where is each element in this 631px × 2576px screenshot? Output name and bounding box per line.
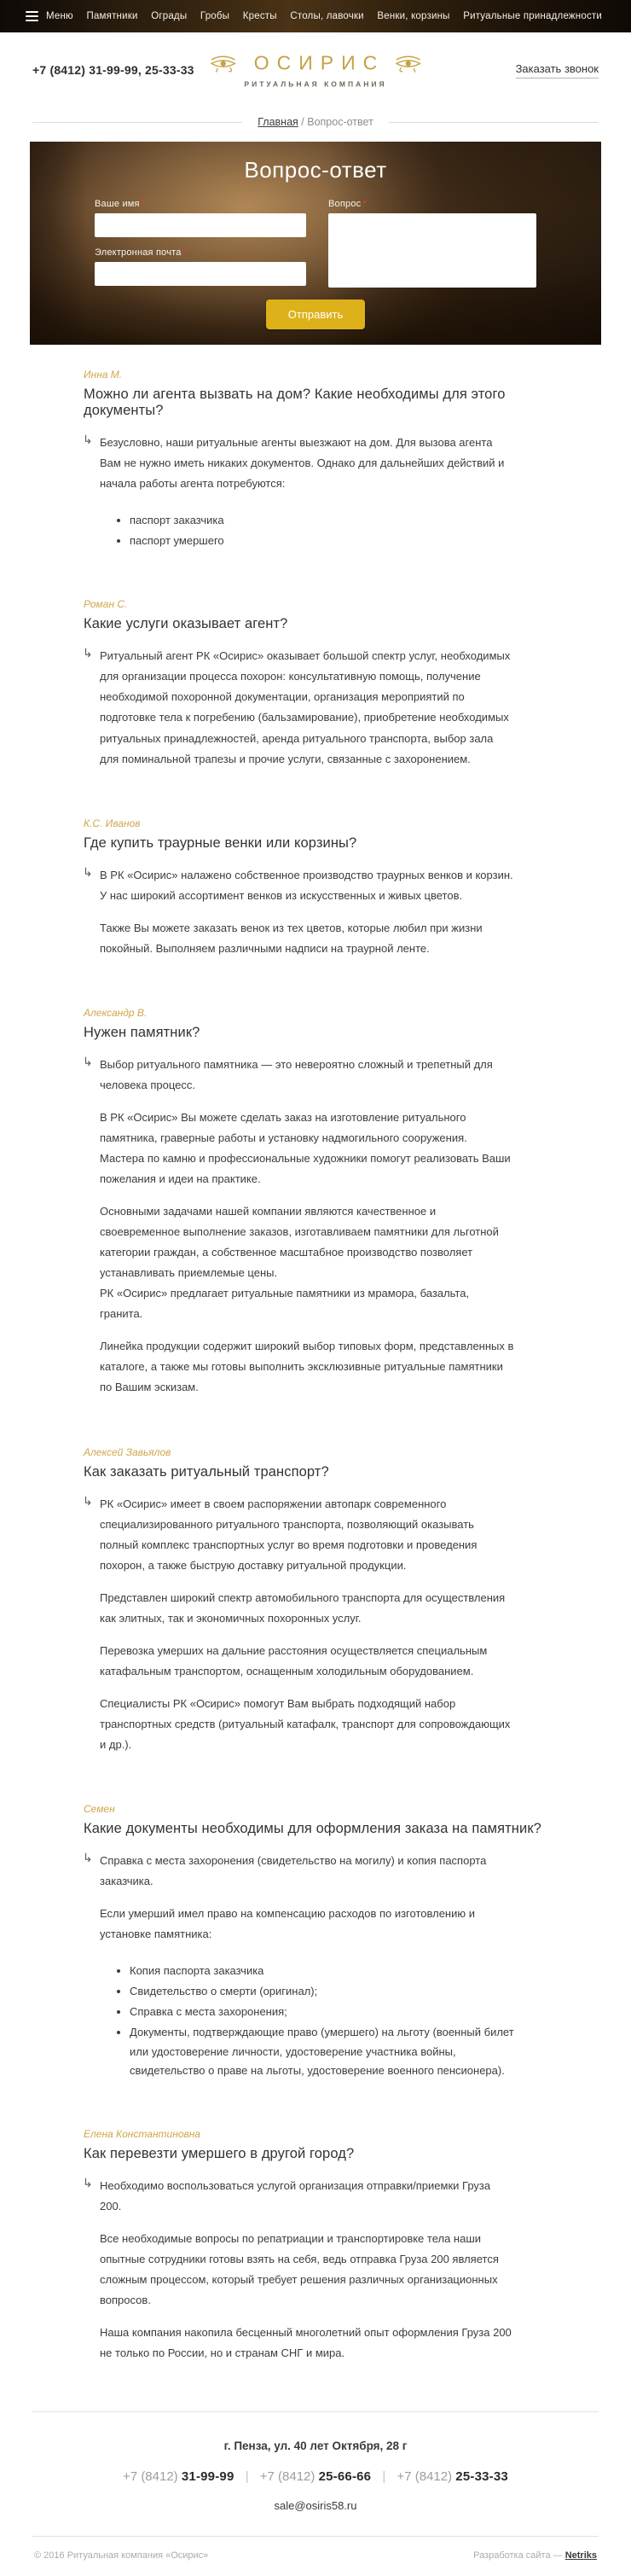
eye-of-horus-icon xyxy=(393,54,422,73)
breadcrumb-rule-right xyxy=(389,122,599,123)
qa-bullet-list xyxy=(116,1962,514,2080)
hero-banner xyxy=(30,142,601,345)
reply-arrow-icon: ↳ xyxy=(83,2175,93,2189)
menu-label: Меню xyxy=(46,11,73,21)
qa-author: Роман С. xyxy=(84,598,128,611)
nav-item-monuments[interactable]: Памятники xyxy=(86,11,138,21)
submit-button[interactable]: Отправить xyxy=(266,299,365,329)
copyright-text: © 2016 Ритуальная компания «Осирис» xyxy=(34,2550,209,2561)
qa-paragraph: Также Вы можете заказать венок из тех цветов, которые любил при жизни покойный. Выполняем различными надписи на траурной ленте. xyxy=(100,921,483,955)
qa-paragraph: Представлен широкий спектр автомобильного транспорта для осуществления как элитных, так и экономичных похоронных услуг. xyxy=(100,1590,506,1625)
top-navigation xyxy=(0,0,631,32)
logo-title: ОСИРИС xyxy=(253,51,385,74)
qa-paragraph: Справка с места захоронения (свидетельство на могилу) и копия паспорта заказчика. xyxy=(100,1854,487,1888)
qa-paragraph: Основными задачами нашей компании являются качественное и своевременное выполнение заказов, изготавливаем памятники для льготной категории граждан, а собственное масштабное производство позволяет устанавливать приемлемые цены. xyxy=(100,1205,499,1280)
footer-phone: +7 (8412) 25-33-33 xyxy=(397,2469,508,2485)
qa-item xyxy=(84,817,553,959)
qa-answer xyxy=(84,1494,514,1756)
nav-item-crosses[interactable]: Кресты xyxy=(242,11,277,21)
qa-question: Можно ли агента вызвать на дом? Какие необходимы для этого документы? xyxy=(84,387,506,418)
site-header xyxy=(0,32,631,108)
qa-question: Как перевезти умершего в другой город? xyxy=(84,2145,355,2161)
hamburger-icon xyxy=(26,11,38,21)
required-asterisk: * xyxy=(141,199,146,209)
name-label: Ваше имя * xyxy=(95,199,146,209)
qa-paragraph: Специалисты РК «Осирис» помогут Вам выбрать подходящий набор транспортных средств (ритуальный катафалк, транспорт для сопровождающих и др.). xyxy=(100,1696,511,1751)
nav-item-coffins[interactable]: Гробы xyxy=(200,11,230,21)
phone-separator: | xyxy=(382,2469,386,2485)
reply-arrow-icon: ↳ xyxy=(83,1493,93,1508)
qa-item xyxy=(84,2128,553,2364)
reply-arrow-icon: ↳ xyxy=(83,1054,93,1068)
header-phone: +7 (8412) 31-99-99, 25-33-33 xyxy=(32,63,194,77)
breadcrumb-home-link[interactable]: Главная xyxy=(258,116,298,128)
footer-phones xyxy=(0,2469,631,2484)
page-title: Вопрос-ответ xyxy=(244,157,387,183)
qa-question: Нужен памятник? xyxy=(84,1024,200,1040)
question-label: Вопрос * xyxy=(328,199,367,209)
qa-paragraph: Ритуальный агент РК «Осирис» оказывает большой спектр услуг, необходимых для организации процесса похорон: консультативную помощь, получение необходимой похоронной документации, организация мероприятий по подготовке тела к погребению (бальзамирование), приобретение необходимых ритуальных принадлежностей, аренда ритуального транспорта, выбор зала для поминальной трапезы и прочие услуги, связанные с захоронением. xyxy=(100,649,511,765)
qa-answer xyxy=(84,865,514,959)
qa-bullet: • паспорт заказчика xyxy=(130,511,514,530)
qa-author: Александр В. xyxy=(84,1006,148,1019)
breadcrumb-rule-left xyxy=(32,122,242,123)
reply-arrow-icon: ↳ xyxy=(83,864,93,879)
qa-item xyxy=(84,1446,553,1756)
eye-of-horus-icon xyxy=(209,54,238,73)
required-asterisk: * xyxy=(362,199,367,209)
name-input[interactable] xyxy=(95,213,306,237)
qa-item xyxy=(84,1007,553,1398)
qa-paragraph: Если умерший имел право на компенсацию расходов по изготовлению и установке памятника: xyxy=(100,1907,475,1941)
qa-answer xyxy=(84,646,514,769)
qa-paragraph: Необходимо воспользоваться услугой организация отправки/приемки Груза 200. xyxy=(100,2178,491,2213)
site-footer xyxy=(0,2411,631,2576)
qa-bullet: • Копия паспорта заказчика xyxy=(130,1962,514,1980)
qa-paragraph: В РК «Осирис» налажено собственное производство траурных венков и корзин. У нас широкий ассортимент венков из искусственных и живых цветов. xyxy=(100,868,513,902)
qa-author: Семен xyxy=(84,1803,115,1816)
breadcrumb xyxy=(0,108,631,138)
qa-list xyxy=(0,345,631,2364)
nav-item-wreaths-baskets[interactable]: Венки, корзины xyxy=(377,11,450,21)
logo-subtitle: РИТУАЛЬНАЯ КОМПАНИЯ xyxy=(244,79,387,89)
qa-item xyxy=(84,369,553,550)
qa-answer xyxy=(84,433,514,550)
qa-paragraph: Линейка продукции содержит широкий выбор типовых форм, представленных в каталоге, а также мы готовы выполнить эксклюзивные ритуальные памятники по Вашим эскизам. xyxy=(100,1340,514,1394)
footer-address: г. Пенза, ул. 40 лет Октября, 28 г xyxy=(223,2439,408,2453)
callback-link[interactable]: Заказать звонок xyxy=(516,62,599,79)
credits-link[interactable]: Netriks xyxy=(564,2550,597,2561)
footer-phone: +7 (8412) 31-99-99 xyxy=(123,2469,234,2485)
qa-answer xyxy=(84,1851,514,2080)
qa-question: Какие документы необходимы для оформления заказа на памятник? xyxy=(84,1821,541,1837)
breadcrumb-current: Вопрос-ответ xyxy=(307,116,373,128)
required-asterisk: * xyxy=(182,247,188,258)
qa-author: Елена Константиновна xyxy=(84,2127,201,2140)
credits: Разработка сайта — Netriks xyxy=(473,2550,597,2561)
qa-paragraph: Все необходимые вопросы по репатриации и транспортировке тела наши опытные сотрудники готовы взять на себя, ведь отправка Груза 200 является сложным процессом, который требует решения различных организационных вопросов. xyxy=(100,2231,499,2306)
reply-arrow-icon: ↳ xyxy=(83,646,93,660)
qa-bullet: • Документы, подтверждающие право (умершего) на льготу (военный билет или удостоверение личности, удостоверение участника войны, свидетельство о праве на льготы, удостоверение военного пенсионера). xyxy=(130,2023,514,2079)
nav-item-tables-benches[interactable]: Столы, лавочки xyxy=(290,11,364,21)
qa-paragraph: Безусловно, наши ритуальные агенты выезжают на дом. Для вызова агента Вам не нужно иметь никаких документов. Однако для дальнейших действий и начала работы агента потребуются: xyxy=(100,436,505,491)
reply-arrow-icon: ↳ xyxy=(83,1851,93,1865)
qa-author: Алексей Завьялов xyxy=(84,1445,171,1458)
qa-bullet-list xyxy=(116,511,514,550)
question-form xyxy=(95,199,536,288)
question-textarea[interactable] xyxy=(328,213,536,288)
qa-paragraph: РК «Осирис» имеет в своем распоряжении автопарк современного специализированного ритуального транспорта, позволяющий оказывать полный комплекс транспортных услуг во время подготовки и проведения похорон, а также быструю доставку ритуальной продукции. xyxy=(100,1497,478,1572)
qa-answer xyxy=(84,2176,514,2364)
qa-question: Где купить траурные венки или корзины? xyxy=(84,834,357,851)
qa-bullet: • паспорт умершего xyxy=(130,532,514,550)
qa-item xyxy=(84,1803,553,2080)
qa-paragraph: Перевозка умерших на дальние расстояния осуществляется специальным катафальным транспортом, оснащенным холодильным оборудованием. xyxy=(100,1643,488,1678)
qa-paragraph: В РК «Осирис» Вы можете сделать заказ на изготовление ритуального памятника, граверные работы и установку надмогильного сооружения. Мастера по камню и профессиональные художники помогут реализовать Ваши пожелания и идеи на практике. xyxy=(100,1110,511,1186)
menu-button[interactable] xyxy=(26,11,73,21)
qa-paragraph: Наша компания накопила бесценный многолетний опыт оформления Груза 200 не только по России, но и странам СНГ и мира. xyxy=(100,2326,512,2360)
qa-paragraph: Выбор ритуального памятника — это невероятно сложный и трепетный для человека процесс. xyxy=(100,1057,493,1091)
footer-phone: +7 (8412) 25-66-66 xyxy=(259,2469,372,2485)
logo xyxy=(209,52,423,89)
qa-question: Какие услуги оказывает агент? xyxy=(84,616,288,632)
reply-arrow-icon: ↳ xyxy=(83,433,93,446)
qa-item xyxy=(84,598,553,769)
qa-author: Инна М. xyxy=(84,369,123,381)
qa-paragraph: РК «Осирис» предлагает ритуальные памятники из мрамора, базальта, гранита. xyxy=(100,1287,470,1321)
email-input[interactable] xyxy=(95,262,306,286)
qa-bullet: • Свидетельство о смерти (оригинал); xyxy=(130,1982,514,2001)
breadcrumb-separator: / xyxy=(301,116,304,128)
nav-item-fences[interactable]: Ограды xyxy=(151,11,188,21)
phone-separator: | xyxy=(245,2469,249,2485)
qa-answer xyxy=(84,1055,514,1398)
nav-item-ritual-accessories[interactable]: Ритуальные принадлежности xyxy=(463,11,602,21)
qa-bullet: • Справка с места захоронения; xyxy=(130,2003,514,2021)
footer-email-link[interactable]: sale@osiris58.ru xyxy=(274,2499,357,2513)
qa-author: К.С. Иванов xyxy=(84,817,141,829)
email-label: Электронная почта * xyxy=(95,247,188,258)
qa-question: Как заказать ритуальный транспорт? xyxy=(84,1463,329,1480)
